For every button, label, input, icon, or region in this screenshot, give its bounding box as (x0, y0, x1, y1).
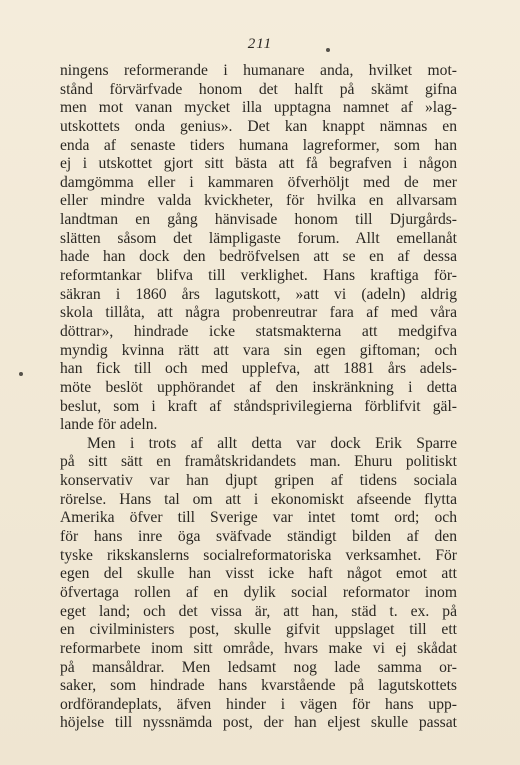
text-line: stånd förvärfvade honom det halft på skämt gifna (60, 80, 457, 98)
text-line: Men i trots af allt detta var dock Erik Sparre (87, 434, 457, 452)
text-line: en civilministers post, skulle gifvit uppslaget till ett (60, 621, 457, 639)
text-line: höjelse till nyssnämda post, der han eljest skulle passat (60, 714, 457, 732)
text-line: utskottets onda genius». Det kan knappt nämnas en (60, 117, 457, 135)
text-line: för hans inre öga sväfvade ständigt bilden af den (60, 528, 457, 546)
text-line: på sitt sätt en framåtskridandets man. Ehuru politiskt (60, 453, 457, 471)
margin-dot (19, 372, 23, 376)
text-line: döttrar», hindrade icke statsmakterna att medgifva (60, 322, 457, 340)
text-line: slätten såsom det lämpligaste forum. Allt emellanåt (60, 229, 457, 247)
text-line: eget land; och det vissa är, att han, städ t. ex. på (60, 602, 457, 620)
text-line: Amerika öfver till Sverige var intet tomt ord; och (60, 509, 457, 527)
text-line: enda af senaste tiders humana lagreformer, som han (60, 136, 457, 154)
text-line: möte beslöt upphörandet af den inskränkning i detta (60, 378, 457, 396)
text-line: skola tillåta, att några probenreutrar fara af med våra (60, 304, 457, 322)
page-number: 211 (247, 36, 273, 52)
text-line: saker, som hindrade hans kvarstående på lagutskottets (60, 677, 457, 695)
text-line: tyske rikskanslerns socialreformatoriska verksamhet. För (60, 546, 457, 564)
text-line: ordförandeplats, äfven hinder i vägen för hans upp- (60, 695, 457, 713)
text-line: lande för adeln. (60, 416, 158, 434)
text-line: ej i utskottet gjort sitt bästa att få begrafven i någon (60, 155, 457, 173)
text-line: myndig kvinna rätt att vara sin egen giftoman; och (60, 341, 457, 359)
ink-dot (326, 48, 330, 52)
text-line: landtman en gång hänvisade honom till Djurgårds- (60, 211, 457, 229)
text-line: egen del skulle han visst icke haft något emot att (60, 565, 457, 583)
text-line: reformtankar blifva till verklighet. Hans kraftiga för- (60, 267, 457, 285)
text-line: beslut, som i kraft af ståndsprivilegierna förblifvit gäl- (60, 397, 457, 415)
text-line: men mot vanan mycket illa upptagna namnet af »lag- (60, 99, 457, 117)
text-line: öfvertaga rollen af en dylik social reformator inom (60, 583, 457, 601)
text-line: ningens reformerande i humanare anda, hvilket mot- (60, 62, 457, 79)
text-line: konservativ var han djupt gripen af tidens sociala (60, 472, 457, 490)
text-line: på mansåldrar. Men ledsamt nog lade samma or- (60, 658, 457, 676)
text-line: säkran i 1860 års lagutskott, »att vi (adeln) aldrig (60, 285, 457, 303)
text-line: rörelse. Hans tal om att i ekonomiskt afseende flytta (60, 490, 457, 508)
text-line: hade han dock den bedröfvelsen att se en af dessa (60, 248, 457, 266)
text-line: han fick till och med upplefva, att 1881 års adels- (60, 360, 457, 378)
body-text (60, 62, 457, 733)
text-line: eller mindre valda kvickheter, för hvilka en allvarsam (60, 192, 457, 210)
text-line: reformarbete inom sitt område, hvars make vi ej skådat (60, 639, 457, 657)
text-line: damgömma eller i kammaren öfverhöljt med de mer (60, 173, 457, 191)
